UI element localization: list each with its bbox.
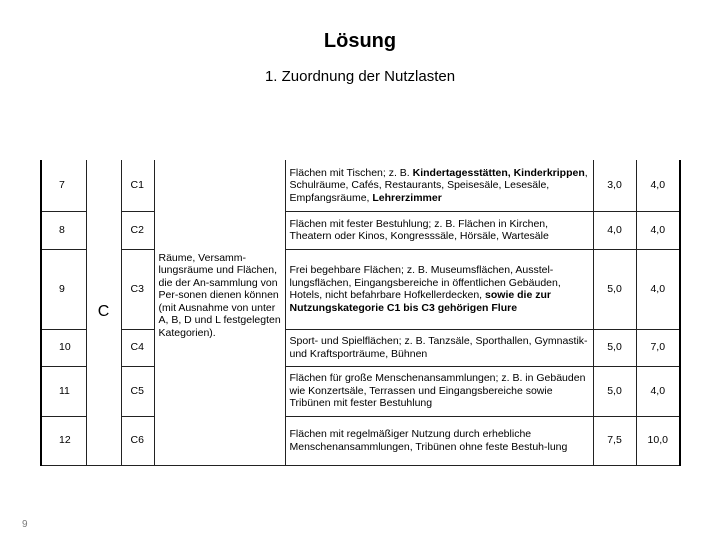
page-number: 9 xyxy=(22,519,28,530)
usage-description xyxy=(285,329,593,366)
table-row xyxy=(41,416,680,465)
area-load-value: 3,0 xyxy=(593,160,636,211)
desc-text: Flächen mit fester Bestuhlung; z. B. Flächen in Kirchen, Theatern oder Kinos, Kongresssäle, Hörsäle, Wartesäle xyxy=(289,217,549,242)
area-load-value: 5,0 xyxy=(593,249,636,329)
row-number: 7 xyxy=(41,160,86,211)
point-load-value: 4,0 xyxy=(636,211,680,249)
desc-text: Sport- und Spielflächen; z. B. Tanzsäle, Sporthallen, Gymnastik- und Kraftsporträume, Bühnen xyxy=(289,335,588,360)
row-number: 11 xyxy=(41,366,86,416)
load-category-table xyxy=(40,160,681,466)
desc-bold: sowie die zur Nutzungskategorie C1 bis C3 gehörigen Flure xyxy=(289,289,551,314)
category-code: C5 xyxy=(121,366,154,416)
desc-bold: Lehrerzimmer xyxy=(372,191,442,204)
point-load-value: 4,0 xyxy=(636,160,680,211)
desc-bold: Kindertagesstätten, Kinderkrippen xyxy=(412,166,585,179)
area-load-value: 4,0 xyxy=(593,211,636,249)
usage-description xyxy=(285,416,593,465)
area-description xyxy=(154,160,285,465)
row-number: 10 xyxy=(41,329,86,366)
table-row xyxy=(41,366,680,416)
desc-text: Flächen für große Menschenansammlungen; z. B. in Gebäuden wie Konzertsäle, Terrassen und Eingangsbereiche sowie Tribünen mit fester Bestuhlung xyxy=(289,372,586,410)
category-code: C1 xyxy=(121,160,154,211)
usage-description xyxy=(285,160,593,211)
desc-text: Flächen mit regelmäßiger Nutzung durch erhebliche Menschenansammlungen, Tribünen ohne feste Bestuh-lung xyxy=(289,428,568,453)
row-number: 8 xyxy=(41,211,86,249)
page-title: Lösung xyxy=(323,30,397,52)
point-load-value: 4,0 xyxy=(636,366,680,416)
area-load-value: 7,5 xyxy=(593,416,636,465)
point-load-value: 10,0 xyxy=(636,416,680,465)
area-load-value: 5,0 xyxy=(593,366,636,416)
desc-text: , Schulräume, Cafés, Restaurants, Speisesäle, Lesesäle, Empfangsräume, xyxy=(289,166,588,204)
table-row xyxy=(41,249,680,329)
desc-text: Flächen mit Tischen; z. B. xyxy=(289,166,413,179)
area-description-text: Räume, Versamm-lungsräume und Flächen, die der An-sammlung von Per-sonen dienen können (mit Ausnahme von unter A, B, D und L festgelegten Kategorien). xyxy=(158,251,281,339)
desc-text: Frei begehbare Flächen; z. B. Museumsflächen, Ausstel-lungsflächen, Eingangsbereiche in öffentlichen Gebäuden, Hotels, nicht befahrbare Hofkellerdecken, xyxy=(289,264,561,301)
usage-description xyxy=(285,366,593,416)
table-row xyxy=(41,329,680,366)
category-group-letter: C xyxy=(86,160,121,465)
table-row xyxy=(41,211,680,249)
usage-description xyxy=(285,211,593,249)
row-number: 12 xyxy=(41,416,86,465)
area-load-value: 5,0 xyxy=(593,329,636,366)
category-code: C6 xyxy=(121,416,154,465)
category-code: C3 xyxy=(121,249,154,329)
row-number: 9 xyxy=(41,249,86,329)
section-heading: 1. Zuordnung der Nutzlasten xyxy=(264,68,456,85)
point-load-value: 7,0 xyxy=(636,329,680,366)
table-row xyxy=(41,160,680,211)
category-code: C2 xyxy=(121,211,154,249)
category-code: C4 xyxy=(121,329,154,366)
usage-description xyxy=(285,249,593,329)
point-load-value: 4,0 xyxy=(636,249,680,329)
